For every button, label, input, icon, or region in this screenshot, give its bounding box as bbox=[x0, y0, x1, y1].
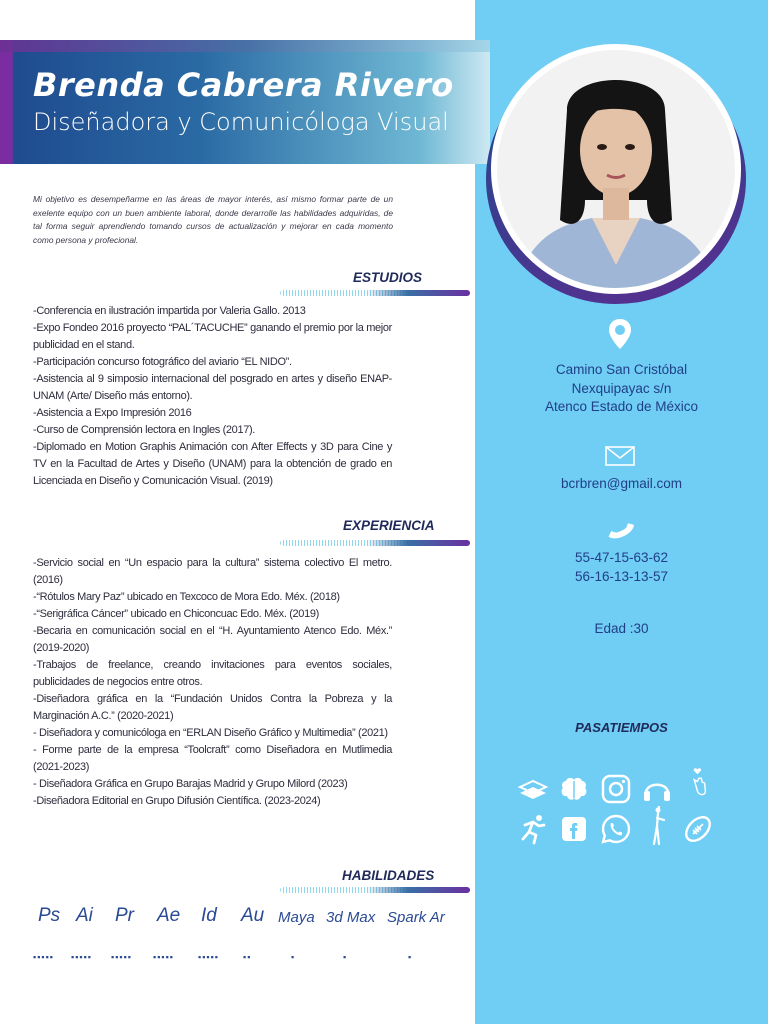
skill-levels-row bbox=[33, 952, 453, 962]
whatsapp-icon bbox=[600, 813, 632, 845]
skill-level-dots: ▪ bbox=[291, 952, 296, 962]
location-pin-icon bbox=[608, 318, 632, 350]
dancer-icon bbox=[646, 806, 670, 846]
address-line: Camino San Cristóbal bbox=[555, 362, 688, 377]
phone-number[interactable]: 55-47-15-63-62 bbox=[574, 550, 669, 565]
objective-text: Mi objetivo es desempeñarme en las áreas de mayor interés, así mismo formar parte de un exelente equipo con un buen ambiente laboral, donde derarrolle las habilidades adquiridas, de tal forma seguir aprendiendo tomando cursos de actualización y mejorar en cada momento como persona y profecional. bbox=[33, 194, 393, 245]
person-name: Brenda Cabrera Rivero bbox=[33, 66, 454, 104]
skills-row bbox=[28, 905, 448, 935]
person-title: Diseñadora y Comunicóloga Visual bbox=[33, 108, 449, 136]
list-item: -Asistencia al 9 simposio internacional del posgrado en artes y diseño ENAP-UNAM (Arte/ Diseño más entorno). bbox=[33, 373, 392, 402]
list-item: -Diplomado en Motion Graphis Animación con After Effects y 3D para Cine y TV en la Facultad de Artes y Diseño (UNAM) para la obtención de grado en Licenciada en Diseño y Comunicación Visual. (2019) bbox=[33, 441, 392, 487]
skill-level-dots: ▪▪▪▪▪ bbox=[111, 952, 132, 962]
list-item: - Diseñadora y comunicóloga en “ERLAN Diseño Gráfico y Multimedia” (2021) bbox=[33, 727, 388, 739]
books-icon bbox=[517, 773, 549, 805]
list-item: -Becaria en comunicación social en el “H. Ayuntamiento Atenco Edo. Méx.” (2019-2020) bbox=[33, 625, 392, 654]
age: Edad :30 bbox=[594, 621, 649, 636]
list-item: -Diseñadora gráfica en la “Fundación Unidos Contra la Pobreza y la Marginación A.C.” (2020-2021) bbox=[33, 693, 392, 722]
email-link[interactable]: bcrbren@gmail.com bbox=[561, 476, 682, 491]
list-item: -Diseñadora Editorial en Grupo Difusión Científica. (2023-2024) bbox=[33, 795, 321, 807]
hobbies-heading: PASATIEMPOS bbox=[575, 720, 668, 735]
address-line: Nexquipayac s/n bbox=[571, 380, 672, 396]
list-item: -Curso de Comprensión lectora en Ingles (2017). bbox=[33, 424, 256, 436]
list-item: -Conferencia en ilustración impartida por Valeria Gallo. 2013 bbox=[33, 305, 306, 317]
address-line: Atenco Estado de México bbox=[544, 399, 699, 414]
skills-divider bbox=[280, 887, 470, 893]
skill-label: Maya bbox=[278, 909, 315, 926]
skill-level-dots: ▪ bbox=[343, 952, 348, 962]
phone-number[interactable]: 56-16-13-13-57 bbox=[574, 568, 669, 584]
list-item: -Trabajos de freelance, creando invitaciones para eventos sociales, publicidades de negocios entre otros. bbox=[33, 659, 392, 688]
list-item: - Diseñadora Gráfica en Grupo Barajas Madrid y Grupo Milord (2023) bbox=[33, 778, 348, 790]
list-item: -Expo Fondeo 2016 proyecto “PAL´TACUCHE” ganando el premio por la mejor publicidad en el stand. bbox=[33, 322, 392, 351]
studies-divider bbox=[280, 290, 470, 296]
studies-list bbox=[33, 303, 392, 490]
skill-label: Ps bbox=[38, 905, 61, 926]
brain-icon bbox=[558, 773, 590, 805]
experience-heading: EXPERIENCIA bbox=[343, 518, 435, 533]
skill-label: Id bbox=[201, 905, 217, 926]
instagram-icon bbox=[600, 773, 632, 805]
phone-icon bbox=[604, 517, 636, 539]
hand-heart-icon bbox=[683, 767, 715, 799]
skill-level-dots: ▪▪ bbox=[243, 952, 252, 962]
facebook-icon bbox=[560, 815, 588, 843]
phone-numbers bbox=[475, 549, 768, 586]
experience-divider bbox=[280, 540, 470, 546]
envelope-icon bbox=[605, 446, 635, 466]
list-item: - Forme parte de la empresa “Toolcraft” como Diseñadora en Mutlimedia (2021-2023) bbox=[33, 744, 392, 773]
skill-label: 3d Max bbox=[326, 909, 376, 926]
football-icon bbox=[682, 813, 714, 845]
skills-heading: HABILIDADES bbox=[342, 868, 435, 883]
running-icon bbox=[517, 813, 549, 845]
list-item: -“Serigráfica Cáncer” ubicado en Chiconcuac Edo. Méx. (2019) bbox=[33, 608, 319, 620]
address bbox=[475, 361, 768, 417]
headphones-icon bbox=[641, 773, 673, 805]
skill-level-dots: ▪▪▪▪▪ bbox=[198, 952, 219, 962]
skill-label: Au bbox=[241, 905, 265, 926]
skill-label: Pr bbox=[115, 905, 134, 926]
list-item: -Participación concurso fotográfico del aviario “EL NIDO”. bbox=[33, 356, 292, 368]
skill-level-dots: ▪▪▪▪▪ bbox=[153, 952, 174, 962]
list-item: -Servicio social en “Un espacio para la cultura” sistema colectivo El metro. (2016) bbox=[33, 557, 392, 586]
list-item: -Asistencia a Expo Impresión 2016 bbox=[33, 407, 192, 419]
studies-heading: ESTUDIOS bbox=[353, 270, 423, 285]
profile-photo bbox=[491, 44, 741, 294]
skill-label: Ae bbox=[157, 905, 181, 926]
skill-label: Ai bbox=[76, 905, 93, 926]
skill-level-dots: ▪▪▪▪▪ bbox=[33, 952, 54, 962]
experience-list bbox=[33, 555, 392, 810]
list-item: -“Rótulos Mary Paz” ubicado en Texcoco de Mora Edo. Méx. (2018) bbox=[33, 591, 340, 603]
skill-level-dots: ▪▪▪▪▪ bbox=[71, 952, 92, 962]
skill-label: Spark Ar bbox=[387, 909, 445, 926]
skill-level-dots: ▪ bbox=[408, 952, 413, 962]
